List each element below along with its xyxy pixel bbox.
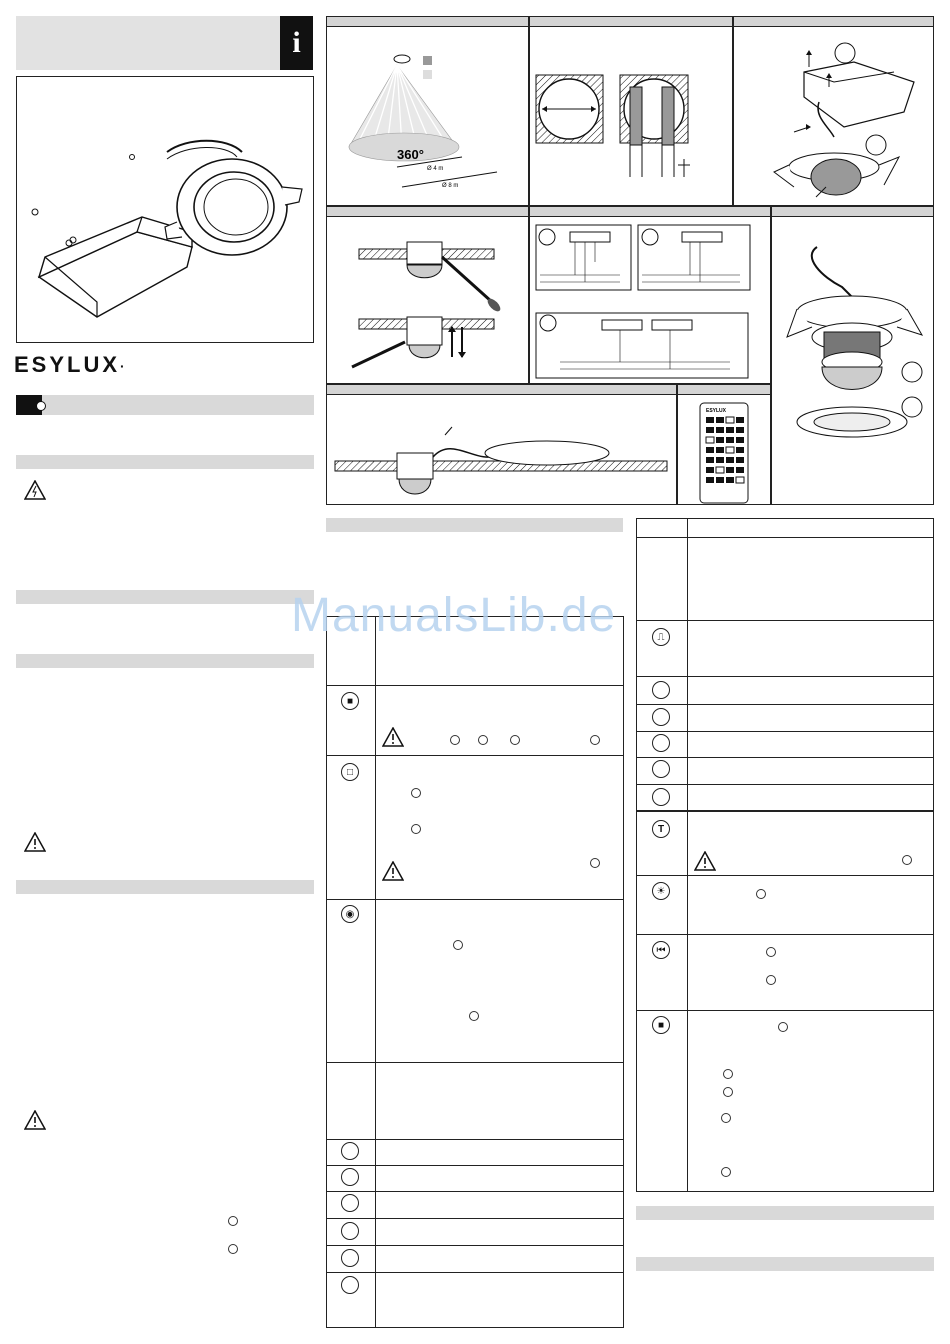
language-bar [16, 395, 314, 415]
warning-icon-4 [382, 861, 404, 881]
remote-button-icon [778, 1022, 788, 1032]
electric-warning-icon [24, 480, 46, 500]
remote-button-icon [766, 947, 776, 957]
time-level-5-icon [652, 788, 670, 806]
figure-assembly [733, 16, 934, 206]
product-image-frame [16, 76, 314, 343]
remote-button-icon [590, 735, 600, 745]
table-row-divider [636, 704, 934, 705]
time-level-2-icon [652, 708, 670, 726]
table-row-divider [326, 899, 624, 900]
warning-icon-2 [24, 1110, 46, 1130]
remote-button-icon [228, 1244, 238, 1254]
brand-name: ESYLUX [14, 352, 121, 377]
brand-logo: ESYLUX· [14, 352, 128, 377]
pulse-icon: ⎍ [652, 628, 670, 646]
table-row-divider [636, 934, 934, 935]
test-mode-icon: T [652, 820, 670, 838]
range-level-1-icon [341, 1142, 359, 1160]
figure-wiring-diagrams [529, 206, 771, 384]
figure-ceiling-cutout [529, 16, 733, 206]
title-block [16, 16, 280, 70]
range-level-4-icon [341, 1222, 359, 1240]
table-row-divider [326, 1062, 624, 1063]
remote-button-icon [478, 735, 488, 745]
remote-button-icon [510, 735, 520, 745]
figure-remote-control [677, 384, 771, 505]
table-row-divider [636, 676, 934, 677]
svg-text:Ø 4 m: Ø 4 m [427, 166, 444, 172]
time-level-1-icon [652, 681, 670, 699]
remote-button-icon [723, 1087, 733, 1097]
warning-icon-5 [694, 851, 716, 871]
table-row-divider [636, 1010, 934, 1011]
table-row-divider [636, 784, 934, 785]
figure-sensor-cover [771, 206, 934, 505]
range-level-6-icon [341, 1276, 359, 1294]
table-row-divider [636, 757, 934, 758]
remote-button-icon [228, 1216, 238, 1226]
lock-icon: ■ [341, 692, 359, 710]
remote-button-icon [590, 858, 600, 868]
section-bar-right-1 [636, 1206, 934, 1220]
warning-icon [24, 832, 46, 852]
remote-button-icon [721, 1113, 731, 1123]
remote-button-icon [453, 940, 463, 950]
table-row-divider [326, 1139, 624, 1140]
remote-button-icon [766, 975, 776, 985]
remote-button-icon [469, 1011, 479, 1021]
table-row-divider [326, 1272, 624, 1273]
remote-button-icon [902, 855, 912, 865]
section-bar-4 [16, 880, 314, 894]
remote-button-icon [723, 1069, 733, 1079]
remote-button-icon [411, 824, 421, 834]
section-bar-2 [16, 590, 314, 604]
figure-detection-range [326, 16, 529, 206]
table-row-divider [636, 731, 934, 732]
table-row-divider [636, 810, 934, 812]
eye-icon: ◉ [341, 905, 359, 923]
reset-lock-icon: ■ [652, 1016, 670, 1034]
table-row-divider [326, 1191, 624, 1192]
section-bar-right-2 [636, 1257, 934, 1271]
remote-button-icon [756, 889, 766, 899]
range-level-3-icon [341, 1194, 359, 1212]
section-bar-safety [16, 455, 314, 469]
unlock-icon: □ [341, 763, 359, 781]
warning-icon-3 [382, 727, 404, 747]
time-level-4-icon [652, 760, 670, 778]
table-row-divider [636, 875, 934, 876]
product-illustration [17, 77, 313, 342]
table-row-divider [326, 755, 624, 756]
figure-installation [326, 206, 529, 384]
table-row-divider [326, 685, 624, 686]
remote-button-icon [411, 788, 421, 798]
watermark: ManualsLib.de [291, 589, 617, 642]
globe-icon [36, 401, 46, 411]
time-level-3-icon [652, 734, 670, 752]
table-row-divider [326, 1245, 624, 1246]
info-icon: i [280, 16, 313, 70]
remote-function-table-left [326, 616, 624, 1328]
brightness-icon: ☀ [652, 882, 670, 900]
table-row-divider [636, 537, 934, 538]
svg-text:Ø 8 m: Ø 8 m [442, 183, 459, 189]
table-row-divider [326, 1218, 624, 1219]
section-bar-center [326, 518, 623, 532]
figure-surface-mount [326, 384, 677, 505]
table-row-divider [326, 1165, 624, 1166]
remote-button-icon [721, 1167, 731, 1177]
svg-text:360°: 360° [397, 147, 424, 162]
skip-start-icon: ⏮ [652, 941, 670, 959]
table-row-divider [636, 620, 934, 621]
table-column-divider [375, 616, 376, 1328]
range-level-5-icon [341, 1249, 359, 1267]
svg-text:ESYLUX: ESYLUX [706, 408, 727, 414]
remote-button-icon [450, 735, 460, 745]
section-bar-3 [16, 654, 314, 668]
range-level-2-icon [341, 1168, 359, 1186]
